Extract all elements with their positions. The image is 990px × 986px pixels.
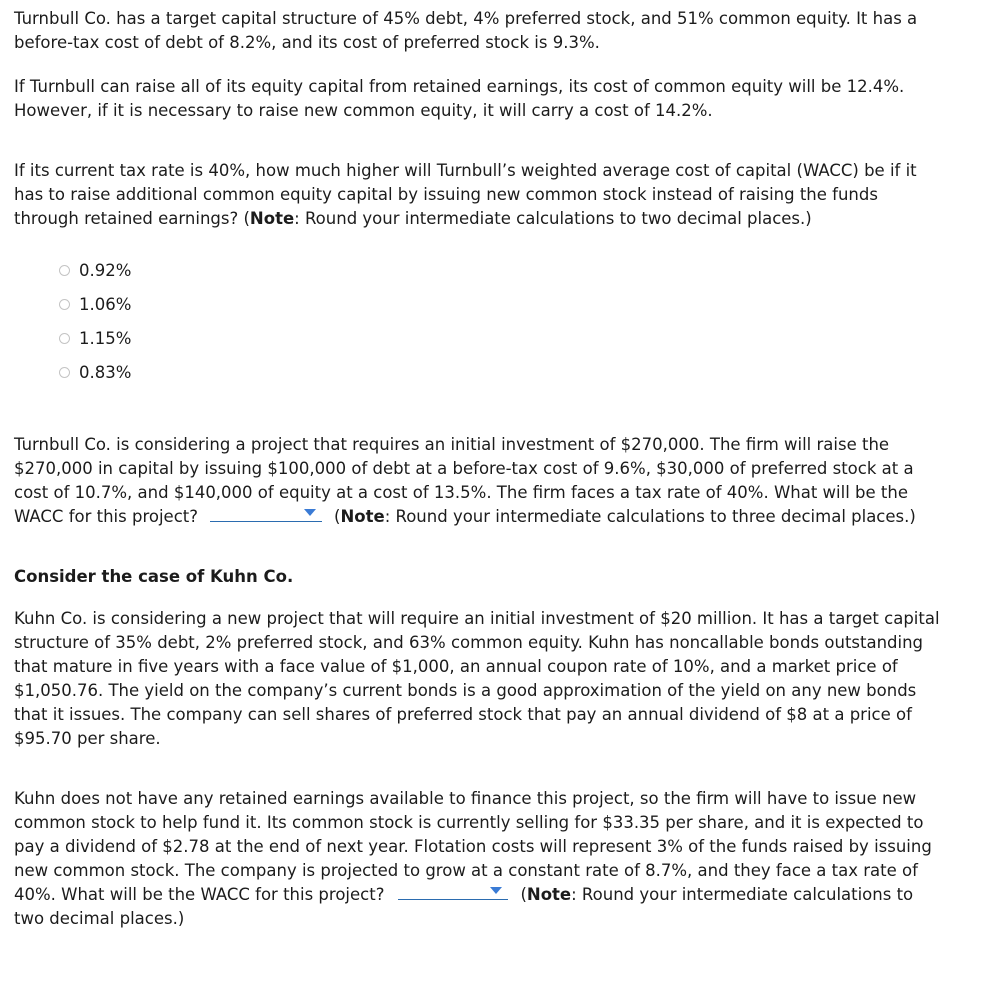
answer-option-label: 1.15% bbox=[79, 328, 132, 348]
answer-option-label: 0.92% bbox=[79, 260, 132, 280]
answer-option-2[interactable] bbox=[59, 321, 944, 355]
q2-note-open: ( bbox=[334, 507, 341, 526]
question-page bbox=[14, 7, 944, 931]
q2-question bbox=[14, 433, 944, 529]
radio-button[interactable] bbox=[59, 265, 70, 276]
dropdown-arrow-icon bbox=[304, 509, 316, 516]
q1-intro: Turnbull Co. has a target capital structure of 45% debt, 4% preferred stock, and 51% common equity. It has a before-tax cost of debt of 8.2%, and its cost of preferred stock is 9.3%. bbox=[14, 9, 918, 52]
q1-answer-options bbox=[59, 253, 944, 389]
q3-wacc-dropdown[interactable] bbox=[398, 883, 508, 900]
answer-option-0[interactable] bbox=[59, 253, 944, 287]
q2-question-text: Turnbull Co. is considering a project that requires an initial investment of $270,000. The firm will raise the $270,000 in capital by issuing $100,000 of debt at a before-tax cost of 9.6%, $30,000 of preferred stock at a cost of 10.7%, and $140,000 of equity at a cost of 13.5%. The firm faces a tax rate of 40%. What will be the WACC for this project? bbox=[14, 435, 914, 526]
q3-question-text: Kuhn does not have any retained earnings available to finance this project, so the firm will have to issue new common stock to help fund it. Its common stock is currently selling for $33.35 per share, and it is expected to pay a dividend of $2.78 at the end of next year. Flotation costs will represent 3% of the funds raised by issuing new common stock. The company is projected to grow at a constant rate of 8.7%, and they face a tax rate of 40%. What will be the WACC for this project? bbox=[14, 789, 932, 904]
answer-option-1[interactable] bbox=[59, 287, 944, 321]
q1-question-text: If its current tax rate is 40%, how much higher will Turnbull’s weighted average cost of capital (WACC) be if it has to raise additional common equity capital by issuing new common stock instead of raising the funds through retained earnings? ( bbox=[14, 161, 917, 228]
q1-question bbox=[14, 159, 944, 231]
q3-note-open: ( bbox=[520, 885, 527, 904]
radio-button[interactable] bbox=[59, 299, 70, 310]
q2-wacc-dropdown[interactable] bbox=[210, 505, 322, 522]
answer-option-label: 1.06% bbox=[79, 294, 132, 314]
q3-question bbox=[14, 787, 944, 931]
radio-button[interactable] bbox=[59, 333, 70, 344]
radio-button[interactable] bbox=[59, 367, 70, 378]
dropdown-arrow-icon bbox=[490, 887, 502, 894]
section-heading: Consider the case of Kuhn Co. bbox=[14, 567, 294, 586]
q3-note-label: Note bbox=[526, 885, 572, 904]
q3-note-text: : Round your intermediate calculations to two decimal places.) bbox=[14, 885, 914, 928]
q1-equity-costs: If Turnbull can raise all of its equity capital from retained earnings, its cost of common equity will be 12.4%. However, if it is necessary to raise new common equity, it will carry a cost of 14.2%. bbox=[14, 77, 905, 120]
q2-note-label: Note bbox=[340, 507, 385, 526]
answer-option-3[interactable] bbox=[59, 355, 944, 389]
answer-option-label: 0.83% bbox=[79, 362, 132, 382]
q1-note-label: Note bbox=[249, 209, 295, 228]
q3-project-details: Kuhn Co. is considering a new project that will require an initial investment of $20 million. It has a target capital structure of 35% debt, 2% preferred stock, and 63% common equity. Kuhn has noncallable bonds outstanding that mature in five years with a face value of $1,000, an annual coupon rate of 10%, and a market price of $1,050.76. The yield on the company’s current bonds is a good approximation of the yield on any new bonds that it issues. The company can sell shares of preferred stock that pay an annual dividend of $8 at a price of $95.70 per share. bbox=[14, 609, 940, 748]
q1-note-text: : Round your intermediate calculations to two decimal places.) bbox=[294, 209, 812, 228]
q2-note-text: : Round your intermediate calculations to three decimal places.) bbox=[384, 507, 916, 526]
